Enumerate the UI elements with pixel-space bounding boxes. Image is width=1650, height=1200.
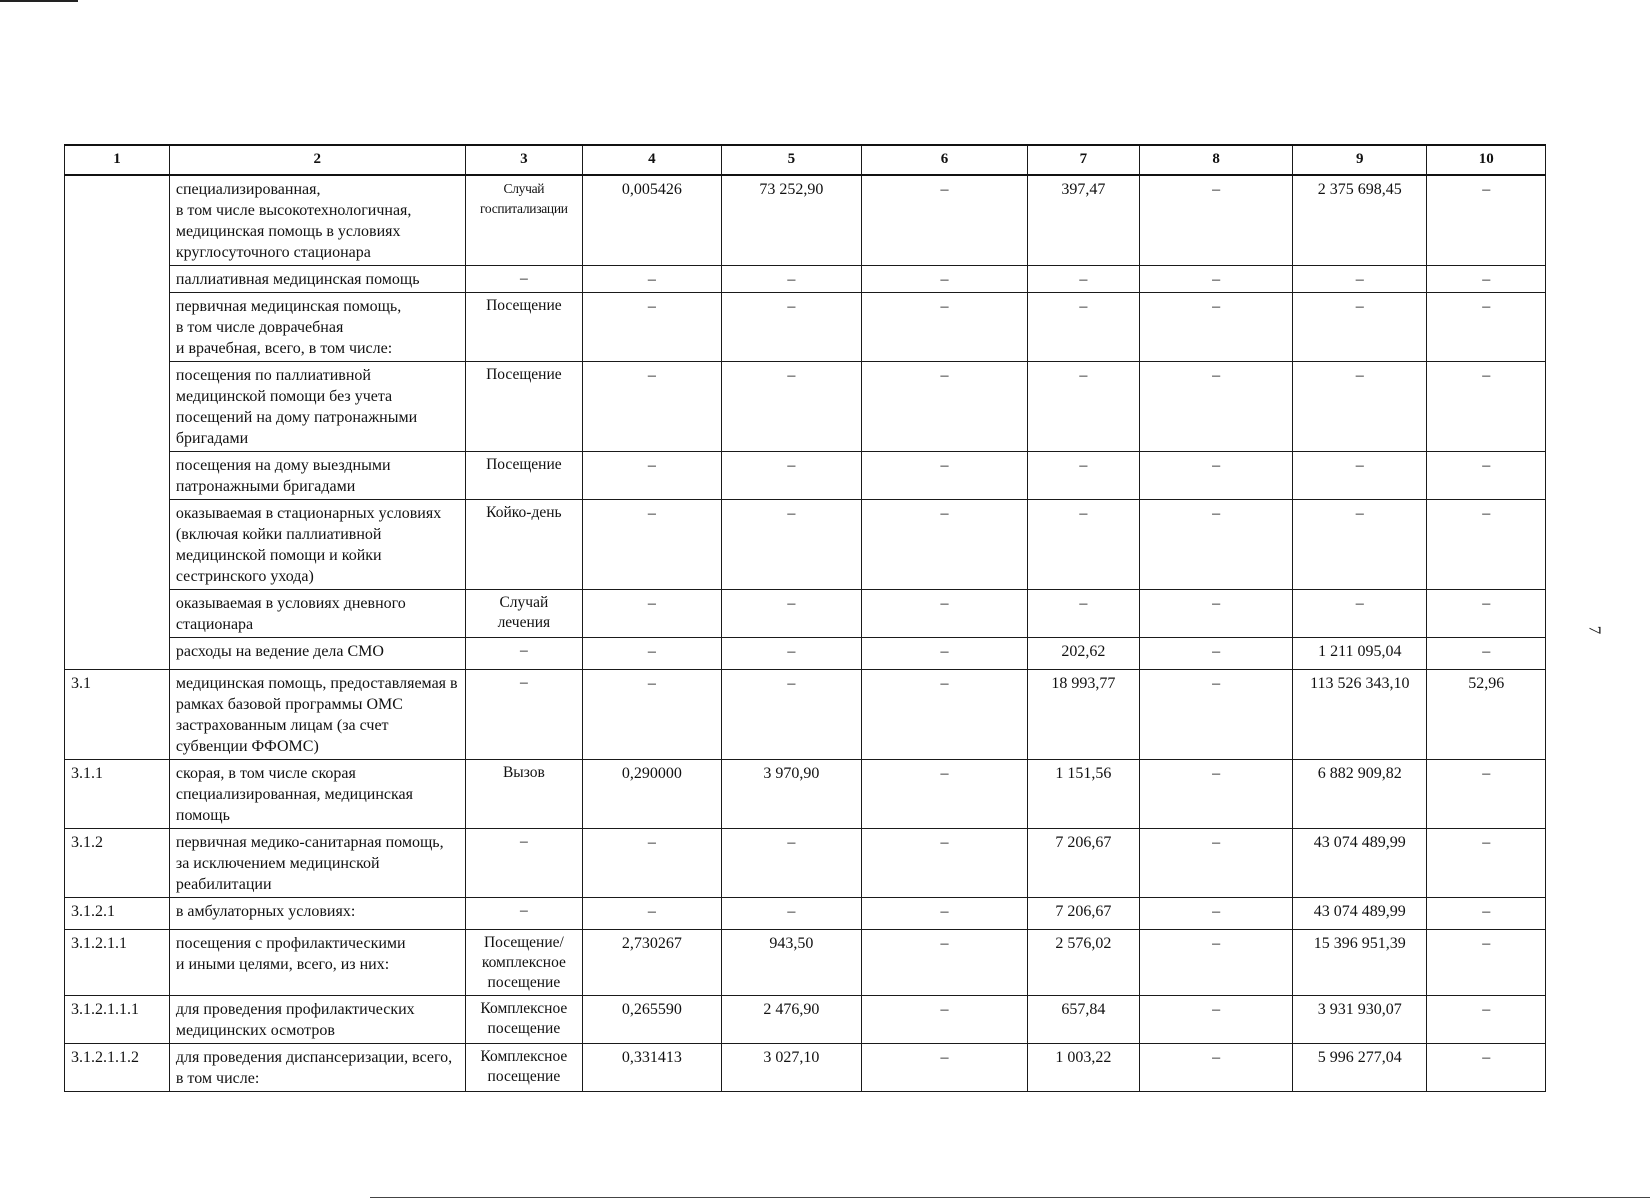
value-cell-c5: –	[721, 293, 862, 362]
value-cell-c8: –	[1140, 760, 1293, 829]
column-header: 7	[1027, 145, 1139, 175]
column-header: 8	[1140, 145, 1293, 175]
unit-cell: Комплексное посещение	[465, 996, 582, 1044]
value-cell-c5: 943,50	[721, 930, 862, 996]
value-cell-c7: 7 206,67	[1027, 898, 1139, 930]
value-cell-c8: –	[1140, 996, 1293, 1044]
value-cell-c4: 2,730267	[583, 930, 721, 996]
row-code-cell: 3.1.2.1	[65, 898, 170, 930]
value-cell-c8: –	[1140, 590, 1293, 638]
unit-cell: Вызов	[465, 760, 582, 829]
value-cell-c5: –	[721, 590, 862, 638]
row-name-cell: для проведения профилактических медицинских осмотров	[169, 996, 465, 1044]
row-code-cell: 3.1.1	[65, 760, 170, 829]
unit-cell: Случай лечения	[465, 590, 582, 638]
value-cell-c7: 2 576,02	[1027, 930, 1139, 996]
value-cell-c6: –	[862, 996, 1028, 1044]
row-name-cell: посещения с профилактическими и иными целями, всего, из них:	[169, 930, 465, 996]
value-cell-c5: 3 970,90	[721, 760, 862, 829]
value-cell-c9: 6 882 909,82	[1293, 760, 1427, 829]
value-cell-c4: –	[583, 670, 721, 760]
row-name-cell: оказываемая в стационарных условиях (включая койки паллиативной медицинской помощи и койки сестринского ухода)	[169, 500, 465, 590]
value-cell-c5: –	[721, 266, 862, 293]
value-cell-c4: 0,331413	[583, 1044, 721, 1092]
value-cell-c10: –	[1427, 898, 1546, 930]
value-cell-c8: –	[1140, 175, 1293, 266]
value-cell-c8: –	[1140, 638, 1293, 670]
value-cell-c7: –	[1027, 293, 1139, 362]
value-cell-c10: –	[1427, 266, 1546, 293]
value-cell-c4: –	[583, 362, 721, 452]
value-cell-c7: –	[1027, 362, 1139, 452]
value-cell-c5: –	[721, 500, 862, 590]
value-cell-c10: –	[1427, 829, 1546, 898]
value-cell-c9: –	[1293, 452, 1427, 500]
value-cell-c8: –	[1140, 670, 1293, 760]
row-code-cell: 3.1.2	[65, 829, 170, 898]
value-cell-c10: –	[1427, 362, 1546, 452]
value-cell-c10: –	[1427, 930, 1546, 996]
value-cell-c10: –	[1427, 175, 1546, 266]
row-code-cell: 3.1	[65, 670, 170, 760]
value-cell-c4: 0,265590	[583, 996, 721, 1044]
unit-cell: –	[465, 898, 582, 930]
row-name-cell: паллиативная медицинская помощь	[169, 266, 465, 293]
value-cell-c10: –	[1427, 760, 1546, 829]
table-row	[65, 829, 1546, 898]
value-cell-c10: –	[1427, 500, 1546, 590]
header-row	[65, 145, 1546, 175]
value-cell-c8: –	[1140, 1044, 1293, 1092]
page-number: 7	[1585, 625, 1605, 635]
unit-cell: Посещение	[465, 293, 582, 362]
column-header: 10	[1427, 145, 1546, 175]
row-name-cell: скорая, в том числе скорая специализированная, медицинская помощь	[169, 760, 465, 829]
value-cell-c9: 3 931 930,07	[1293, 996, 1427, 1044]
row-name-cell: для проведения диспансеризации, всего, в том числе:	[169, 1044, 465, 1092]
value-cell-c9: 113 526 343,10	[1293, 670, 1427, 760]
unit-cell: –	[465, 829, 582, 898]
value-cell-c6: –	[862, 590, 1028, 638]
value-cell-c7: 18 993,77	[1027, 670, 1139, 760]
row-code-cell: 3.1.2.1.1.2	[65, 1044, 170, 1092]
value-cell-c4: –	[583, 590, 721, 638]
value-cell-c9: 2 375 698,45	[1293, 175, 1427, 266]
value-cell-c9: 43 074 489,99	[1293, 829, 1427, 898]
value-cell-c8: –	[1140, 829, 1293, 898]
row-code-cell: 3.1.2.1.1.1	[65, 996, 170, 1044]
value-cell-c4: –	[583, 293, 721, 362]
unit-cell: Посещение/ комплексное посещение	[465, 930, 582, 996]
value-cell-c7: 202,62	[1027, 638, 1139, 670]
row-name-cell: первичная медико-санитарная помощь, за исключением медицинской реабилитации	[169, 829, 465, 898]
table-row	[65, 293, 1546, 362]
unit-cell: Посещение	[465, 362, 582, 452]
value-cell-c4: –	[583, 266, 721, 293]
unit-cell: –	[465, 266, 582, 293]
value-cell-c9: –	[1293, 590, 1427, 638]
value-cell-c5: –	[721, 452, 862, 500]
value-cell-c6: –	[862, 638, 1028, 670]
row-name-cell: первичная медицинская помощь, в том числе доврачебная и врачебная, всего, в том числе:	[169, 293, 465, 362]
value-cell-c6: –	[862, 362, 1028, 452]
column-header: 1	[65, 145, 170, 175]
table-row	[65, 670, 1546, 760]
value-cell-c6: –	[862, 760, 1028, 829]
column-header: 5	[721, 145, 862, 175]
value-cell-c10: –	[1427, 638, 1546, 670]
value-cell-c5: 2 476,90	[721, 996, 862, 1044]
value-cell-c5: –	[721, 362, 862, 452]
value-cell-c5: –	[721, 898, 862, 930]
value-cell-c8: –	[1140, 293, 1293, 362]
unit-cell: –	[465, 670, 582, 760]
row-name-cell: расходы на ведение дела СМО	[169, 638, 465, 670]
value-cell-c8: –	[1140, 898, 1293, 930]
column-header: 2	[169, 145, 465, 175]
value-cell-c5: –	[721, 829, 862, 898]
value-cell-c6: –	[862, 829, 1028, 898]
value-cell-c5: 3 027,10	[721, 1044, 862, 1092]
value-cell-c8: –	[1140, 500, 1293, 590]
data-table	[64, 144, 1546, 1092]
value-cell-c10: –	[1427, 293, 1546, 362]
value-cell-c4: –	[583, 829, 721, 898]
value-cell-c9: –	[1293, 266, 1427, 293]
table-row	[65, 930, 1546, 996]
value-cell-c4: 0,005426	[583, 175, 721, 266]
value-cell-c7: 7 206,67	[1027, 829, 1139, 898]
table-row	[65, 362, 1546, 452]
column-header: 9	[1293, 145, 1427, 175]
value-cell-c4: 0,290000	[583, 760, 721, 829]
table-row	[65, 452, 1546, 500]
value-cell-c6: –	[862, 293, 1028, 362]
column-header: 3	[465, 145, 582, 175]
value-cell-c6: –	[862, 898, 1028, 930]
table-row	[65, 590, 1546, 638]
value-cell-c9: 1 211 095,04	[1293, 638, 1427, 670]
value-cell-c7: 397,47	[1027, 175, 1139, 266]
value-cell-c6: –	[862, 175, 1028, 266]
row-name-cell: оказываемая в условиях дневного стационара	[169, 590, 465, 638]
value-cell-c6: –	[862, 266, 1028, 293]
row-code-cell	[65, 175, 170, 670]
unit-cell: Койко-день	[465, 500, 582, 590]
value-cell-c6: –	[862, 500, 1028, 590]
value-cell-c5: 73 252,90	[721, 175, 862, 266]
table-row	[65, 266, 1546, 293]
value-cell-c9: –	[1293, 500, 1427, 590]
table-row	[65, 1044, 1546, 1092]
bottom-edge-line	[370, 1197, 1650, 1198]
value-cell-c7: –	[1027, 590, 1139, 638]
value-cell-c5: –	[721, 638, 862, 670]
value-cell-c9: 43 074 489,99	[1293, 898, 1427, 930]
unit-cell: Посещение	[465, 452, 582, 500]
table-row	[65, 500, 1546, 590]
row-name-cell: специализированная, в том числе высокотехнологичная, медицинская помощь в условиях круглосуточного стационара	[169, 175, 465, 266]
value-cell-c10: –	[1427, 1044, 1546, 1092]
column-header: 6	[862, 145, 1028, 175]
value-cell-c10: 52,96	[1427, 670, 1546, 760]
value-cell-c4: –	[583, 638, 721, 670]
row-name-cell: в амбулаторных условиях:	[169, 898, 465, 930]
value-cell-c6: –	[862, 930, 1028, 996]
value-cell-c6: –	[862, 452, 1028, 500]
value-cell-c7: –	[1027, 266, 1139, 293]
row-name-cell: посещения на дому выездными патронажными бригадами	[169, 452, 465, 500]
value-cell-c9: –	[1293, 362, 1427, 452]
value-cell-c6: –	[862, 670, 1028, 760]
value-cell-c7: 657,84	[1027, 996, 1139, 1044]
unit-cell: Случай госпитализации	[465, 175, 582, 266]
value-cell-c8: –	[1140, 930, 1293, 996]
table-row	[65, 638, 1546, 670]
table-row	[65, 760, 1546, 829]
value-cell-c7: 1 003,22	[1027, 1044, 1139, 1092]
value-cell-c10: –	[1427, 590, 1546, 638]
value-cell-c8: –	[1140, 362, 1293, 452]
value-cell-c4: –	[583, 500, 721, 590]
value-cell-c4: –	[583, 898, 721, 930]
table-row	[65, 996, 1546, 1044]
value-cell-c7: –	[1027, 500, 1139, 590]
value-cell-c6: –	[862, 1044, 1028, 1092]
value-cell-c9: 5 996 277,04	[1293, 1044, 1427, 1092]
value-cell-c9: 15 396 951,39	[1293, 930, 1427, 996]
value-cell-c7: –	[1027, 452, 1139, 500]
value-cell-c8: –	[1140, 266, 1293, 293]
value-cell-c7: 1 151,56	[1027, 760, 1139, 829]
row-name-cell: медицинская помощь, предоставляемая в рамках базовой программы ОМС застрахованным лицам (за счет субвенции ФФОМС)	[169, 670, 465, 760]
value-cell-c9: –	[1293, 293, 1427, 362]
table-row	[65, 898, 1546, 930]
table-row	[65, 175, 1546, 266]
unit-cell: Комплексное посещение	[465, 1044, 582, 1092]
column-header: 4	[583, 145, 721, 175]
value-cell-c8: –	[1140, 452, 1293, 500]
value-cell-c5: –	[721, 670, 862, 760]
top-edge-line	[0, 0, 78, 2]
value-cell-c10: –	[1427, 996, 1546, 1044]
value-cell-c4: –	[583, 452, 721, 500]
unit-cell: –	[465, 638, 582, 670]
row-code-cell: 3.1.2.1.1	[65, 930, 170, 996]
value-cell-c10: –	[1427, 452, 1546, 500]
row-name-cell: посещения по паллиативной медицинской помощи без учета посещений на дому патронажными бригадами	[169, 362, 465, 452]
